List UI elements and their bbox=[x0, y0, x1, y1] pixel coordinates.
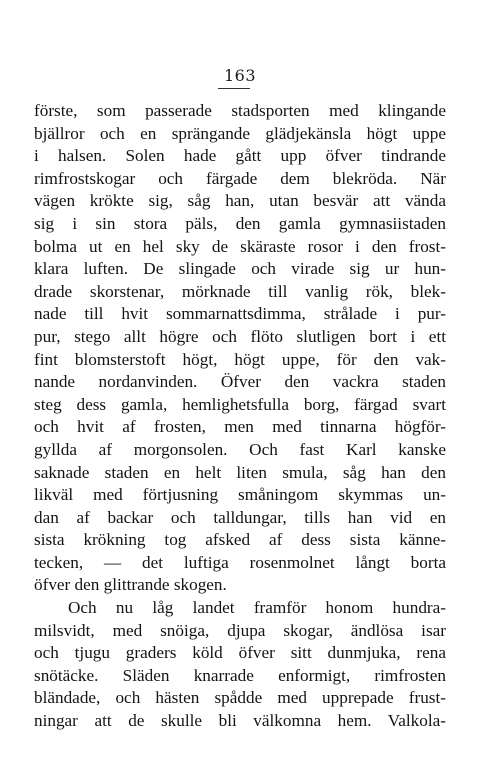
text-line: ningar att de skulle bli välkomna hem. Valkola- bbox=[34, 711, 446, 731]
text-line: och tjugu graders köld öfver sitt dunmjuka, rena bbox=[34, 643, 446, 663]
text-line: rimfrostskogar och färgade dem blekröda. När bbox=[34, 168, 446, 188]
text-line: saknade staden en helt liten smula, såg han den bbox=[34, 462, 446, 482]
text-line: klara luften. De slingade och virade sig ur hun- bbox=[34, 259, 446, 279]
text-line: likväl med förtjusning småningom skymmas un- bbox=[34, 485, 446, 505]
text-line: nade till hvit sommarnattsdimma, strålade i pur- bbox=[34, 304, 446, 324]
body-text bbox=[34, 100, 446, 733]
text-line: steg dess gamla, hemlighetsfulla borg, färgad svart bbox=[34, 394, 446, 414]
text-line: tecken, — det luftiga rosenmolnet långt borta bbox=[34, 552, 446, 572]
text-line: snötäcke. Släden knarrade enformigt, rimfrosten bbox=[34, 665, 446, 685]
text-line: i halsen. Solen hade gått upp öfver tindrande bbox=[34, 146, 446, 166]
page-number-rule bbox=[218, 88, 250, 89]
text-line: drade skorstenar, mörknade till vanlig rök, blek- bbox=[34, 281, 446, 301]
text-line: bolma ut en hel sky de skäraste rosor i den frost- bbox=[34, 236, 446, 256]
text-line: bländade, och hästen spådde med upprepade frust- bbox=[34, 688, 446, 708]
text-line: pur, stego allt högre och flöto slutligen bort i ett bbox=[34, 326, 446, 346]
text-line: gyllda af morgonsolen. Och fast Karl kanske bbox=[34, 439, 446, 459]
paragraph-start-line: Och nu låg landet framför honom hundra- bbox=[68, 598, 446, 618]
text-line: nande nordanvinden. Öfver den vackra staden bbox=[34, 372, 446, 392]
text-line: sista krökning tog afsked af dess sista känne- bbox=[34, 530, 446, 550]
page-number: 163 bbox=[223, 66, 257, 85]
text-line: sig i sin stora päls, den gamla gymnasiistaden bbox=[34, 213, 446, 233]
text-line: milsvidt, med snöiga, djupa skogar, ändlösa isar bbox=[34, 620, 446, 640]
text-line: fint blomsterstoft högt, högt uppe, för den vak- bbox=[34, 349, 446, 369]
text-line: och hvit af frosten, men med tinnarna högför- bbox=[34, 417, 446, 437]
text-line: bjällror och en sprängande glädjekänsla högt uppe bbox=[34, 123, 446, 143]
text-line: förste, som passerade stadsporten med klingande bbox=[34, 101, 446, 120]
text-line: vägen krökte sig, såg han, utan besvär att vända bbox=[34, 191, 446, 211]
text-line: dan af backar och talldungar, tills han vid en bbox=[34, 507, 446, 527]
paragraph-end-line: öfver den glittrande skogen. bbox=[34, 575, 227, 595]
